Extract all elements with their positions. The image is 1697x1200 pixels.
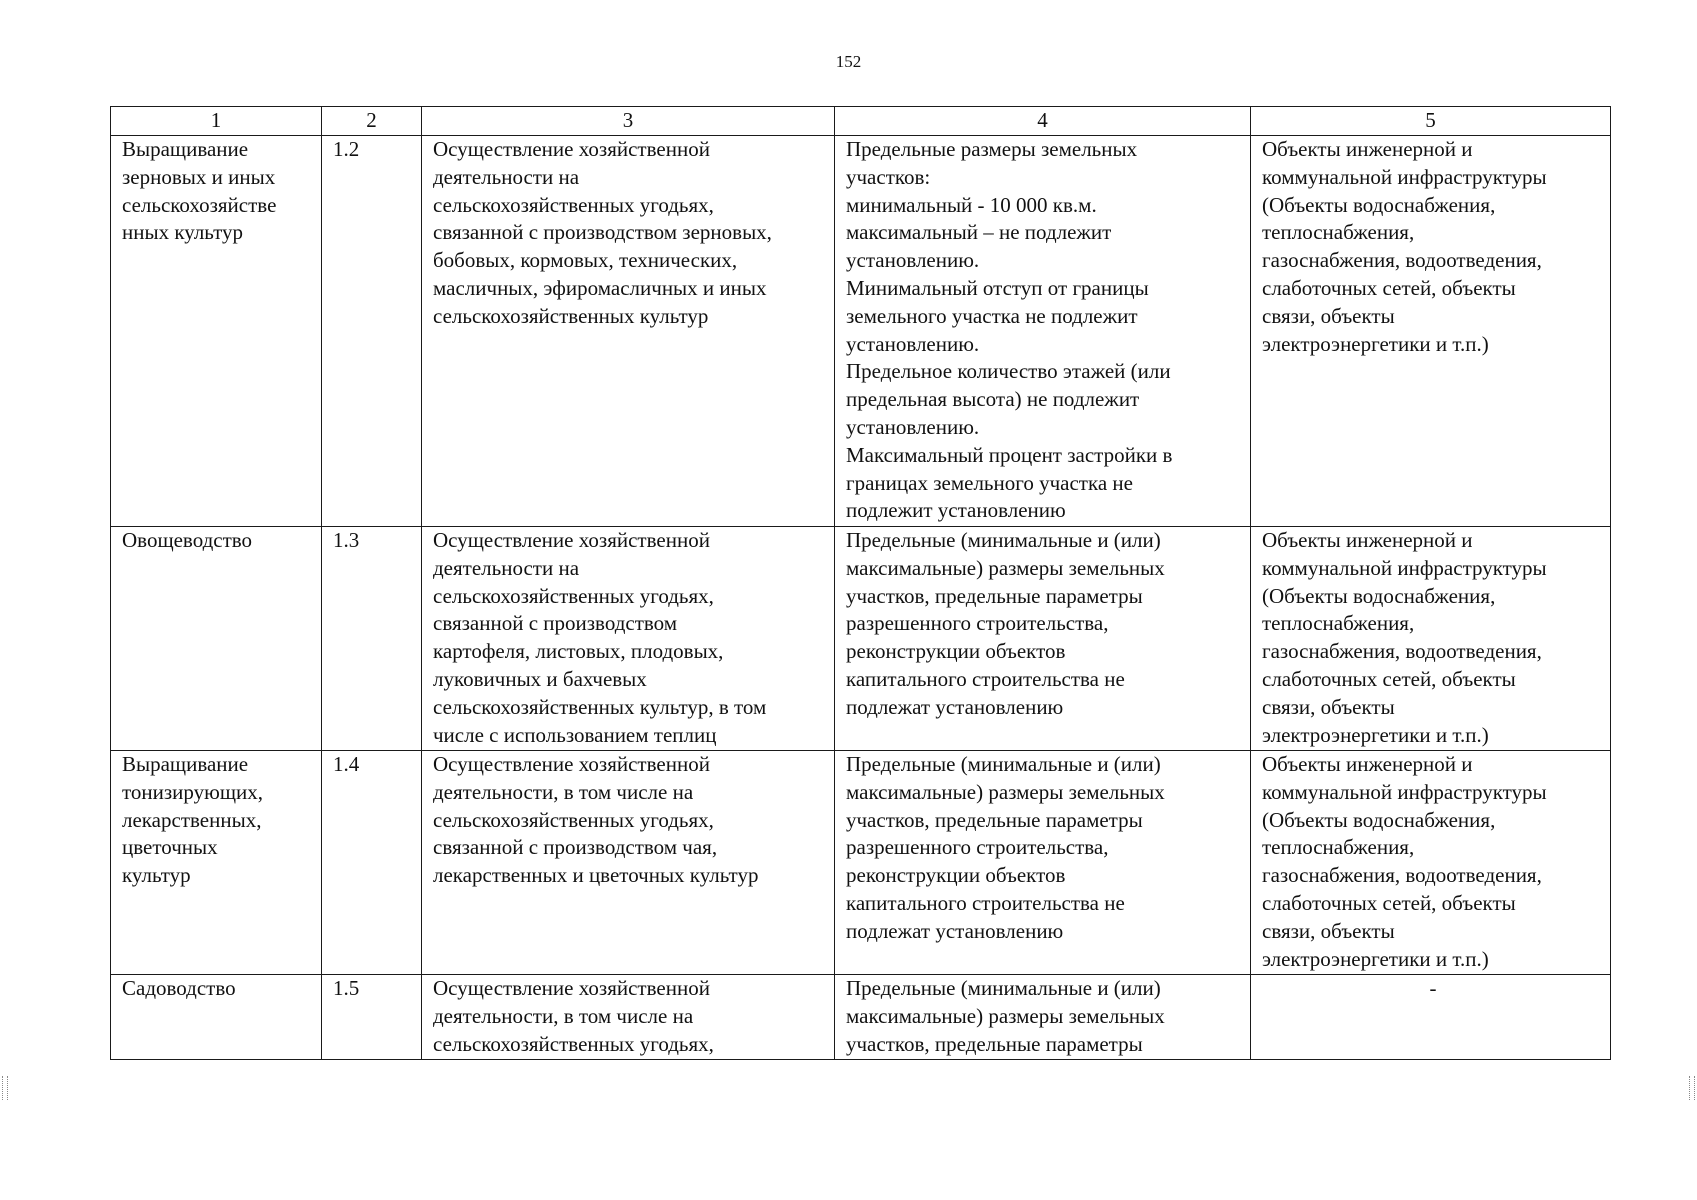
table-row bbox=[111, 975, 1611, 1060]
text-line: сельскохозяйстве bbox=[122, 192, 277, 217]
text-line: луковичных и бахчевых bbox=[433, 666, 647, 691]
text-line: теплоснабжения, bbox=[1262, 220, 1415, 245]
cell-use-code bbox=[322, 751, 422, 975]
text-line: подлежат установлению bbox=[846, 694, 1064, 719]
text-line: сельскохозяйственных угодьях, bbox=[433, 583, 714, 608]
text-line: Садоводство bbox=[122, 976, 236, 1000]
text-line: земельного участка не подлежит bbox=[846, 303, 1138, 328]
text-line: установлению. bbox=[846, 414, 980, 439]
header-col-5: 5 bbox=[1251, 107, 1611, 136]
text-line: электроэнергетики и т.п.) bbox=[1262, 946, 1489, 971]
cell-objects bbox=[1251, 975, 1611, 1060]
text-line: газоснабжения, водоотведения, bbox=[1262, 248, 1542, 273]
text-line: цветочных bbox=[122, 835, 218, 860]
text-line: максимальные) размеры земельных bbox=[846, 1003, 1165, 1028]
text-line: участков, предельные параметры bbox=[846, 1031, 1143, 1056]
cell-objects bbox=[1251, 136, 1611, 527]
text-line: деятельности на bbox=[433, 164, 580, 189]
text-line: Максимальный процент застройки в bbox=[846, 442, 1173, 467]
text-line: связанной с производством зерновых, bbox=[433, 220, 772, 245]
text-line: максимальный – не подлежит bbox=[846, 220, 1112, 245]
text-line: капитального строительства не bbox=[846, 666, 1125, 691]
cell-parameters bbox=[835, 527, 1251, 751]
text-line: деятельности на bbox=[433, 555, 580, 580]
text-line: Осуществление хозяйственной bbox=[433, 976, 710, 1000]
header-col-3: 3 bbox=[422, 107, 835, 136]
table-row bbox=[111, 527, 1611, 751]
cell-use-code bbox=[322, 975, 422, 1060]
text-line: коммунальной инфраструктуры bbox=[1262, 779, 1547, 804]
text-line: Предельное количество этажей (или bbox=[846, 359, 1171, 384]
text-line: Предельные (минимальные и (или) bbox=[846, 752, 1161, 776]
text-line: Объекты инженерной и bbox=[1262, 752, 1473, 776]
text-line: зерновых и иных bbox=[122, 164, 276, 189]
text-line: бобовых, кормовых, технических, bbox=[433, 248, 738, 273]
cell-parameters bbox=[835, 751, 1251, 975]
cell-use-name bbox=[111, 527, 322, 751]
text-line: газоснабжения, водоотведения, bbox=[1262, 863, 1542, 888]
text-line: Осуществление хозяйственной bbox=[433, 528, 710, 552]
text-line: Предельные (минимальные и (или) bbox=[846, 976, 1161, 1000]
text-line: масличных, эфиромасличных и иных bbox=[433, 275, 767, 300]
text-line: деятельности, в том числе на bbox=[433, 779, 694, 804]
text-line: (Объекты водоснабжения, bbox=[1262, 583, 1496, 608]
cell-use-code bbox=[322, 136, 422, 527]
header-col-4: 4 bbox=[835, 107, 1251, 136]
table-row bbox=[111, 751, 1611, 975]
text-line: Предельные (минимальные и (или) bbox=[846, 528, 1161, 552]
text-line: Выращивание bbox=[122, 137, 249, 161]
header-row bbox=[111, 107, 1611, 136]
text-line: - bbox=[1429, 976, 1437, 1000]
text-line: Осуществление хозяйственной bbox=[433, 752, 710, 776]
text-line: участков, предельные параметры bbox=[846, 807, 1143, 832]
text-line: 1.2 bbox=[333, 137, 360, 161]
header-col-2: 2 bbox=[322, 107, 422, 136]
text-line: сельскохозяйственных угодьях, bbox=[433, 807, 714, 832]
text-line: 1.3 bbox=[333, 528, 360, 552]
cell-description bbox=[422, 136, 835, 527]
text-line: сельскохозяйственных угодьях, bbox=[433, 1031, 714, 1056]
table-row bbox=[111, 136, 1611, 527]
text-line: предельная высота) не подлежит bbox=[846, 387, 1140, 412]
text-line: слаботочных сетей, объекты bbox=[1262, 275, 1516, 300]
text-line: реконструкции объектов bbox=[846, 863, 1066, 888]
text-line: 1.5 bbox=[333, 976, 360, 1000]
text-line: сельскохозяйственных культур bbox=[433, 303, 709, 328]
text-line: теплоснабжения, bbox=[1262, 835, 1415, 860]
text-line: установлению. bbox=[846, 248, 980, 273]
scan-edge-mark-left bbox=[2, 1076, 8, 1100]
cell-description bbox=[422, 527, 835, 751]
text-line: (Объекты водоснабжения, bbox=[1262, 807, 1496, 832]
text-line: Овощеводство bbox=[122, 528, 253, 552]
text-line: капитального строительства не bbox=[846, 890, 1125, 915]
text-line: тонизирующих, bbox=[122, 779, 263, 804]
page-number: 152 bbox=[835, 52, 862, 71]
text-line: подлежат установлению bbox=[846, 918, 1064, 943]
text-line: теплоснабжения, bbox=[1262, 611, 1415, 636]
land-use-table bbox=[110, 106, 1611, 1060]
text-line: 1.4 bbox=[333, 752, 360, 776]
text-line: электроэнергетики и т.п.) bbox=[1262, 331, 1489, 356]
text-line: Объекты инженерной и bbox=[1262, 137, 1473, 161]
cell-parameters bbox=[835, 975, 1251, 1060]
text-line: участков, предельные параметры bbox=[846, 583, 1143, 608]
text-line: лекарственных, bbox=[122, 807, 262, 832]
cell-use-name bbox=[111, 975, 322, 1060]
text-line: минимальный - 10 000 кв.м. bbox=[846, 192, 1097, 217]
text-line: установлению. bbox=[846, 331, 980, 356]
text-line: картофеля, листовых, плодовых, bbox=[433, 639, 724, 664]
text-line: участков: bbox=[846, 164, 931, 189]
cell-use-name bbox=[111, 751, 322, 975]
text-line: коммунальной инфраструктуры bbox=[1262, 555, 1547, 580]
text-line: связанной с производством чая, bbox=[433, 835, 718, 860]
text-line: Минимальный отступ от границы bbox=[846, 275, 1149, 300]
text-line: связи, объекты bbox=[1262, 918, 1395, 943]
text-line: Выращивание bbox=[122, 752, 249, 776]
text-line: разрешенного строительства, bbox=[846, 835, 1109, 860]
cell-use-name bbox=[111, 136, 322, 527]
cell-description bbox=[422, 751, 835, 975]
header-col-1: 1 bbox=[111, 107, 322, 136]
text-line: подлежит установлению bbox=[846, 498, 1066, 523]
text-line: культур bbox=[122, 863, 191, 888]
text-line: разрешенного строительства, bbox=[846, 611, 1109, 636]
text-line: электроэнергетики и т.п.) bbox=[1262, 722, 1489, 747]
text-line: газоснабжения, водоотведения, bbox=[1262, 639, 1542, 664]
text-line: слаботочных сетей, объекты bbox=[1262, 666, 1516, 691]
text-line: связанной с производством bbox=[433, 611, 678, 636]
text-line: максимальные) размеры земельных bbox=[846, 779, 1165, 804]
text-line: сельскохозяйственных угодьях, bbox=[433, 192, 714, 217]
text-line: (Объекты водоснабжения, bbox=[1262, 192, 1496, 217]
cell-use-code bbox=[322, 527, 422, 751]
text-line: связи, объекты bbox=[1262, 694, 1395, 719]
text-line: слаботочных сетей, объекты bbox=[1262, 890, 1516, 915]
text-line: лекарственных и цветочных культур bbox=[433, 863, 759, 888]
text-line: числе с использованием теплиц bbox=[433, 722, 717, 747]
text-line: деятельности, в том числе на bbox=[433, 1003, 694, 1028]
cell-description bbox=[422, 975, 835, 1060]
cell-objects bbox=[1251, 751, 1611, 975]
text-line: Объекты инженерной и bbox=[1262, 528, 1473, 552]
text-line: сельскохозяйственных культур, в том bbox=[433, 694, 767, 719]
text-line: реконструкции объектов bbox=[846, 639, 1066, 664]
text-line: максимальные) размеры земельных bbox=[846, 555, 1165, 580]
cell-objects bbox=[1251, 527, 1611, 751]
scan-edge-mark-right bbox=[1689, 1076, 1695, 1100]
text-line: Осуществление хозяйственной bbox=[433, 137, 710, 161]
text-line: нных культур bbox=[122, 220, 243, 245]
text-line: связи, объекты bbox=[1262, 303, 1395, 328]
text-line: коммунальной инфраструктуры bbox=[1262, 164, 1547, 189]
cell-parameters bbox=[835, 136, 1251, 527]
text-line: Предельные размеры земельных bbox=[846, 137, 1138, 161]
text-line: границах земельного участка не bbox=[846, 470, 1133, 495]
